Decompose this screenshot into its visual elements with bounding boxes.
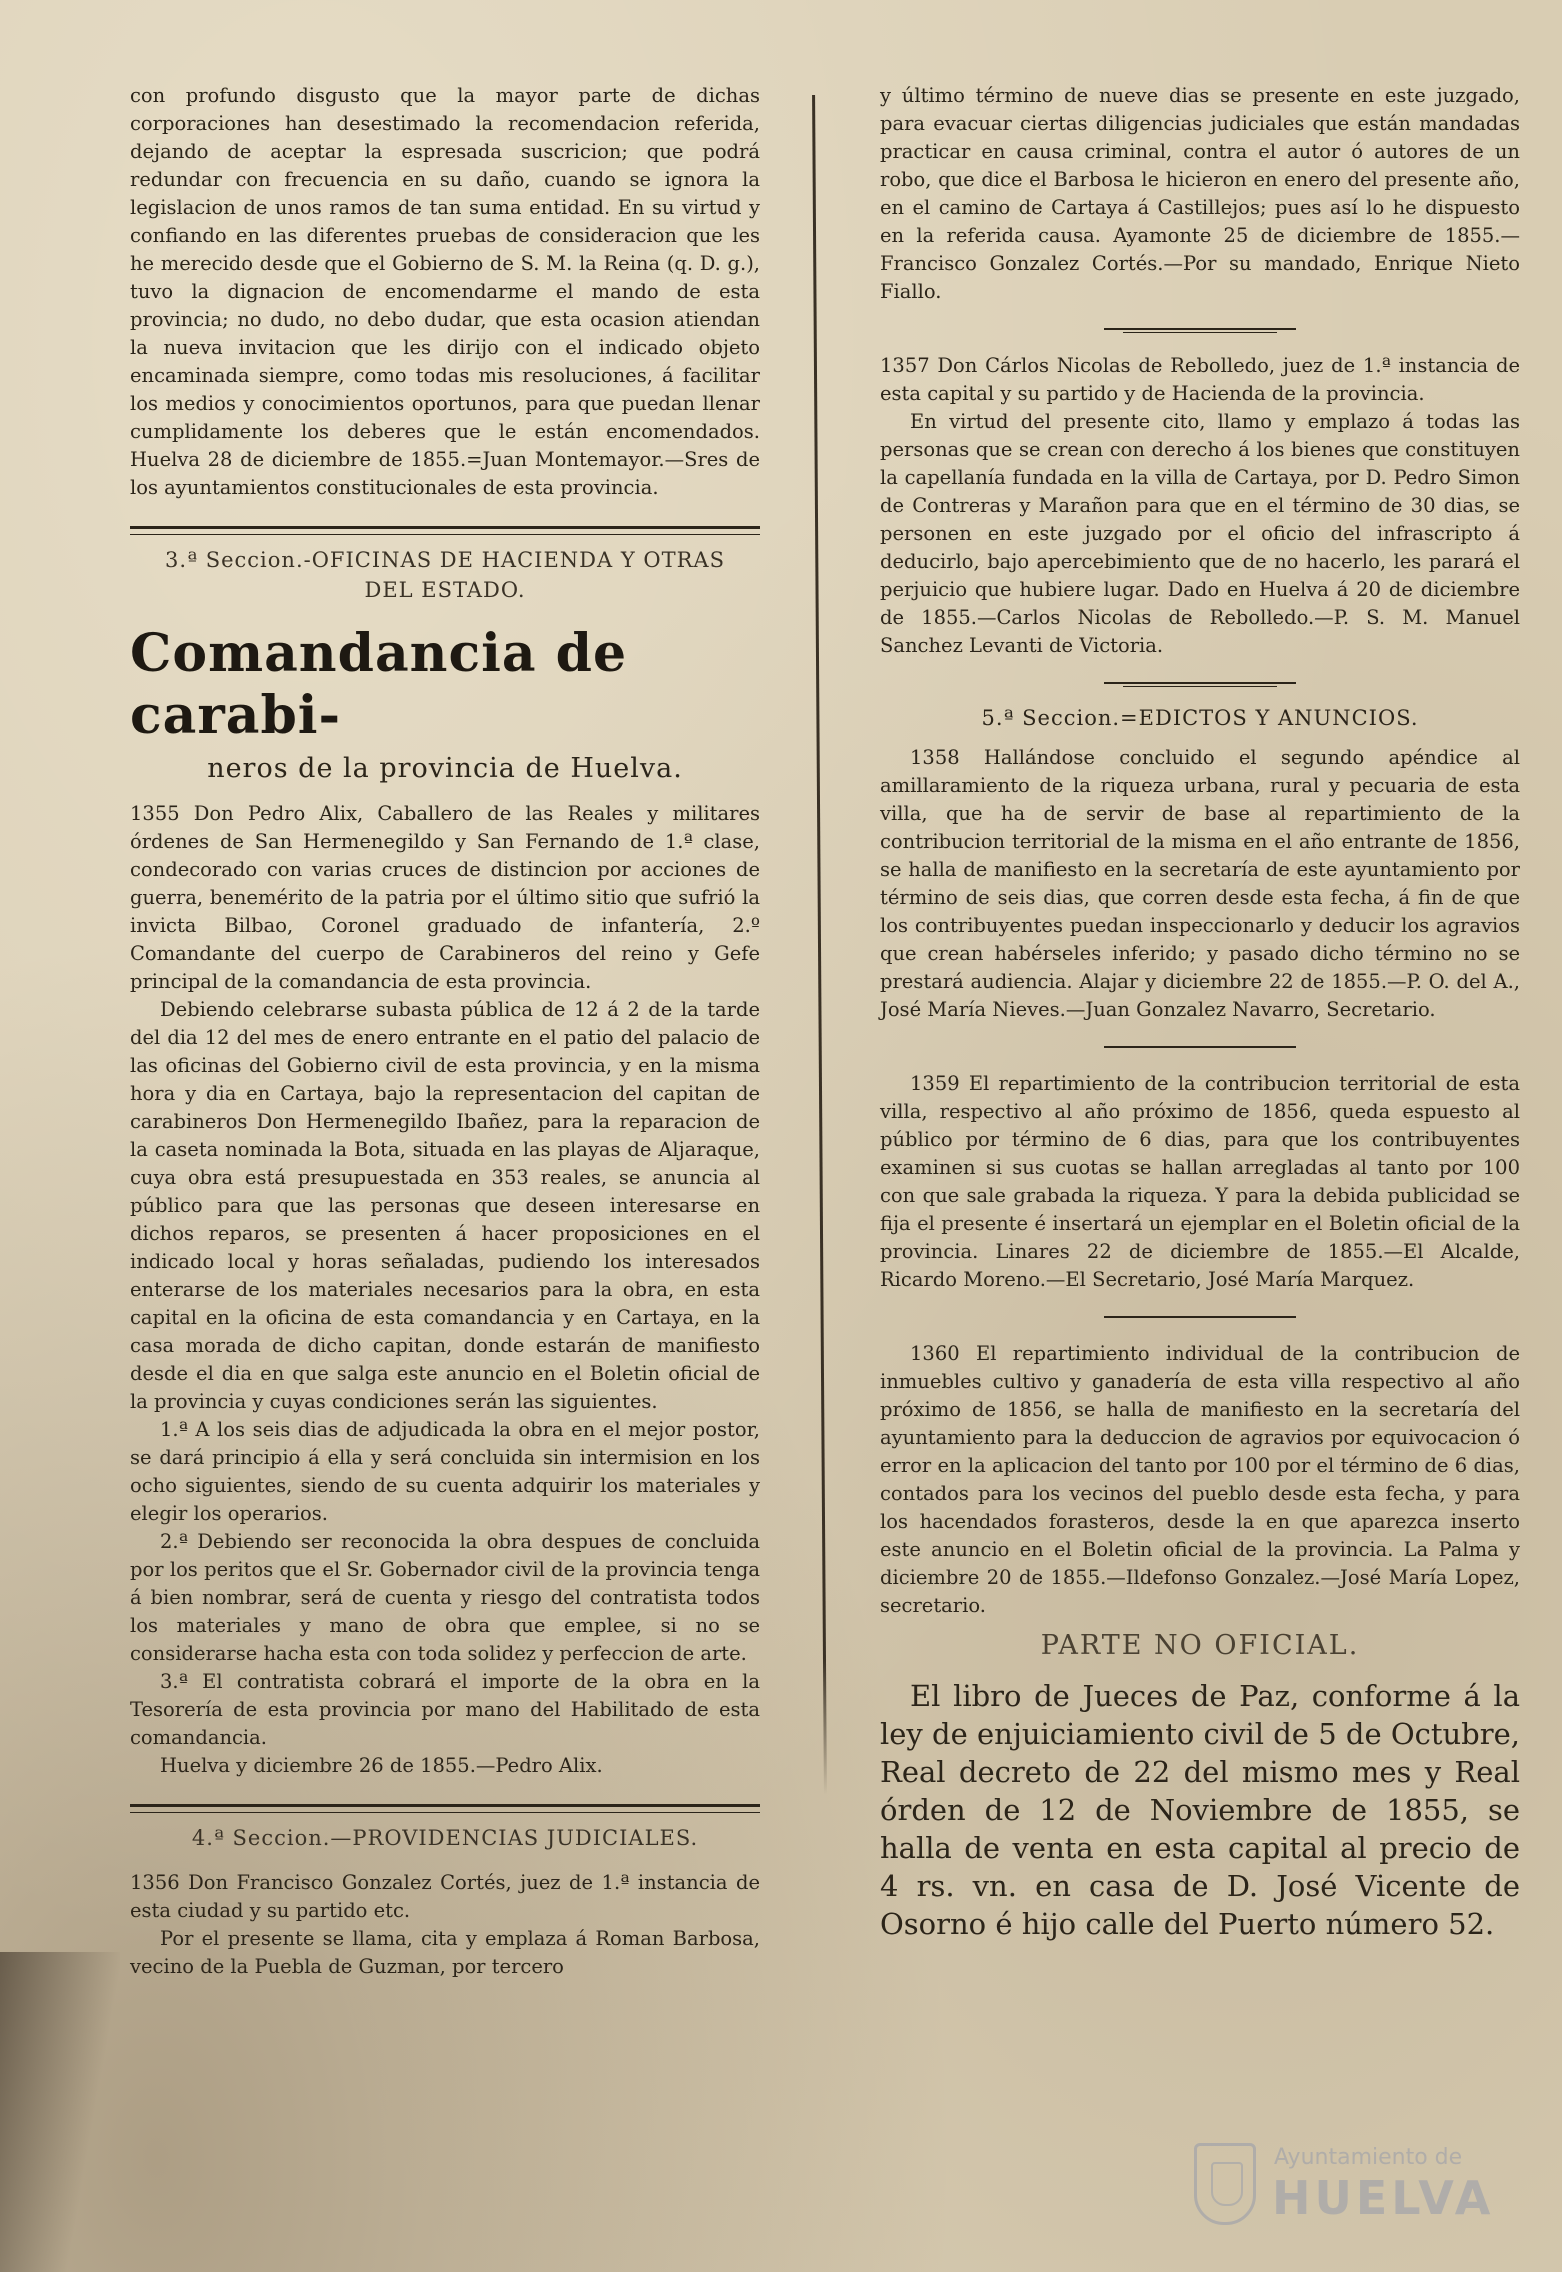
notice-1360: 1360 El repartimiento individual de la contribucion de inmuebles cultivo y ganadería de esta villa respectivo al año próximo de 1856, se halla de manifiesto en la secretaría del ayuntamiento para la deduccion de agravios por equivocacion ó error en la aplicacion del tanto por 100 por el término de 6 dias, contados para los vecinos del pueblo desde esta fecha, y para los hacendados forasteros, desde la en que aparezca inserto este anuncio en el Boletin oficial de la provincia. La Palma y diciembre 20 de 1855.—Ildefonso Gonzalez.—José María Lopez, secretario. (880, 1342, 1520, 1617)
notice-1359: 1359 El repartimiento de la contribucion territorial de esta villa, respectivo al año próximo de 1856, queda espuesto al público por término de 6 dias, para que los contribuyentes examinen si sus cuotas se hallan arregladas al tanto por 100 con que sale grabada la riqueza. Y para la debida publicidad se fija el presente é insertará un ejemplar en el Boletin oficial de la provincia. Linares 22 de diciembre de 1855.—El Alcalde, Ricardo Moreno.—El Secretario, José María Marquez. (880, 1072, 1520, 1291)
section-rule (130, 526, 760, 535)
condition-2: 2.ª Debiendo ser reconocida la obra despues de concluida por los peritos que el Sr. Gobernador civil de la provincia tenga á bien nombrar, será de cuenta y riesgo del contratista todos los materiales y mano de obra que emplee, si no se considerarse hacha esta con toda solidez y perfeccion de arte. (130, 1530, 760, 1665)
notice-1356: 1356 Don Francisco Gonzalez Cortés, juez de 1.ª instancia de esta ciudad y su partido etc. (130, 1871, 760, 1922)
parte-no-oficial-title: PARTE NO OFICIAL. (1040, 1630, 1360, 1661)
notice-1357: 1357 Don Cárlos Nicolas de Rebolledo, juez de 1.ª instancia de esta capital y su partido y de Hacienda de la provincia. (880, 354, 1520, 405)
column-divider (812, 95, 827, 1795)
ornament-rule (880, 324, 1520, 334)
section-4-title: 4.ª Seccion.—PROVIDENCIAS JUDICIALES. (191, 1826, 699, 1850)
headline: Comandancia de carabi- (130, 623, 628, 746)
crest-icon (1194, 2143, 1256, 2225)
subheadline: neros de la provincia de Huelva. (207, 753, 683, 784)
notice-1357-body: En virtud del presente cito, llamo y emplazo á todas las personas que se crean con derecho á los bienes que constituyen la capellanía fundada en la villa de Cartaya, por D. Pedro Simon de Contreras y Marañon para que en el término de 30 dias, se personen en este juzgado por el oficio del infrascripto á deducirlo, bajo apercebimiento que de no hacerlo, les parará el perjuicio que hubiere lugar. Dado en Huelva á 20 de diciembre de 1855.—Carlos Nicolas de Rebolledo.—P. S. M. Manuel Sanchez Levanti de Victoria. (880, 410, 1520, 657)
archive-watermark: Ayuntamiento de HUELVA (1194, 2135, 1514, 2230)
condition-3: 3.ª El contratista cobrará el importe de la obra en la Tesorería de esta provincia por mano del Habilitado de esta comandancia. (130, 1670, 760, 1749)
intro-paragraph: con profundo disgusto que la mayor parte de dichas corporaciones han desestimado la recomendacion referida, dejando de aceptar la espresada suscricion; que podrá redundar con frecuencia en su daño, cuando se ignora la legislacion de unos ramos de tan suma entidad. En su virtud y confiando en las diferentes pruebas de consideracion que les he merecido desde que el Gobierno de S. M. la Reina (q. D. g.), tuvo la dignacion de encomendarme el mando de esta provincia; no dudo, no debo dudar, que esta ocasion atiendan la nueva invitacion que les dirijo con el indicado objeto encaminada siempre, como todas mis resoluciones, á facilitar los medios y conocimientos oportunos, para que puedan llenar cumplidamente los deberes que le están encomendados. Huelva 28 de diciembre de 1855.=Juan Montemayor.—Sres de los ayuntamientos constitucionales de esta provincia. (130, 84, 760, 499)
section-rule (130, 1804, 760, 1813)
ornament-rule (880, 1312, 1520, 1322)
page-fold-shadow (0, 1952, 120, 2272)
condition-1: 1.ª A los seis dias de adjudicada la obra en el mejor postor, se dará principio á ella y será concluida sin intermision en los ocho siguientes, siendo de su cuenta adquirir los materiales y elegir los operarios. (130, 1418, 760, 1525)
right-column (880, 82, 1520, 1943)
signature-1355: Huelva y diciembre 26 de 1855.—Pedro Alix. (160, 1754, 603, 1777)
libro-notice: El libro de Jueces de Paz, conforme á la ley de enjuiciamiento civil de 5 de Octubre, Real decreto de 22 del mismo mes y Real órden de 12 de Noviembre de 1855, se halla de venta en esta capital al precio de 4 rs. vn. en casa de D. José Vicente de Osorno é hijo calle del Puerto número 52. (880, 1679, 1520, 1941)
notice-1356-continued: y último término de nueve dias se presente en este juzgado, para evacuar ciertas diligencias judiciales que están mandadas practicar en causa criminal, contra el autor ó autores de un robo, que dice el Barbosa le hicieron en enero del presente año, en el camino de Cartaya á Castillejos; pues así lo he dispuesto en la referida causa. Ayamonte 25 de diciembre de 1855.—Francisco Gonzalez Cortés.—Por su mandado, Enrique Nieto Fiallo. (880, 84, 1520, 303)
ornament-rule (880, 678, 1520, 688)
notice-1358: 1358 Hallándose concluido el segundo apéndice al amillaramiento de la riqueza urbana, rural y pecuaria de esta villa, que ha de servir de base al repartimiento de la contribucion territorial de la misma en el año entrante de 1856, se halla de manifiesto en la secretaría de este ayuntamiento por término de seis dias, que corren desde esta fecha, á fin de que los contribuyentes puedan inspeccionarlo y deducir los agravios que crean habérseles inferido; y pasado dicho término no se prestará audiencia. Alajar y diciembre 22 de 1855.—P. O. del A., José María Nieves.—Juan Gonzalez Navarro, Secretario. (880, 746, 1520, 1021)
notice-1355-body: Debiendo celebrarse subasta pública de 12 á 2 de la tarde del dia 12 del mes de enero entrante en el patio del palacio de las oficinas del Gobierno civil de esta provincia, y en la misma hora y dia en Cartaya, bajo la representacion del capitan de carabineros Don Hermenegildo Ibañez, para la reparacion de la caseta nominada la Bota, situada en las playas de Aljaraque, cuya obra está presupuestada en 353 reales, se anuncia al público para que las personas que deseen interesarse en dichos reparos, se presenten á hacer proposiciones en el indicado local y horas señaladas, pudiendo los interesados enterarse de los materiales necesarios para la obra, en esta capital en la oficina de esta comandancia y en Cartaya, en la casa morada de dicho capitan, donde estarán de manifiesto desde el dia en que salga este anuncio en el Boletin oficial de la provincia y cuyas condiciones serán las siguientes. (130, 998, 760, 1413)
left-column (130, 82, 760, 1981)
section-3-title: 3.ª Seccion.-OFICINAS DE HACIENDA Y OTRAS DEL ESTADO. (165, 548, 725, 602)
notice-1355: 1355 Don Pedro Alix, Caballero de las Reales y militares órdenes de San Hermenegildo y San Fernando de 1.ª clase, condecorado con varias cruces de distincion por acciones de guerra, benemérito de la patria por el último sitio que sufrió la invicta Bilbao, Coronel graduado de infantería, 2.º Comandante del cuerpo de Carabineros del reino y Gefe principal de la comandancia de esta provincia. (130, 802, 760, 993)
section-5-title: 5.ª Seccion.=EDICTOS Y ANUNCIOS. (981, 706, 1419, 730)
ornament-rule (880, 1042, 1520, 1052)
notice-1356-body: Por el presente se llama, cita y emplaza á Roman Barbosa, vecino de la Puebla de Guzman, por tercero (130, 1927, 760, 1978)
